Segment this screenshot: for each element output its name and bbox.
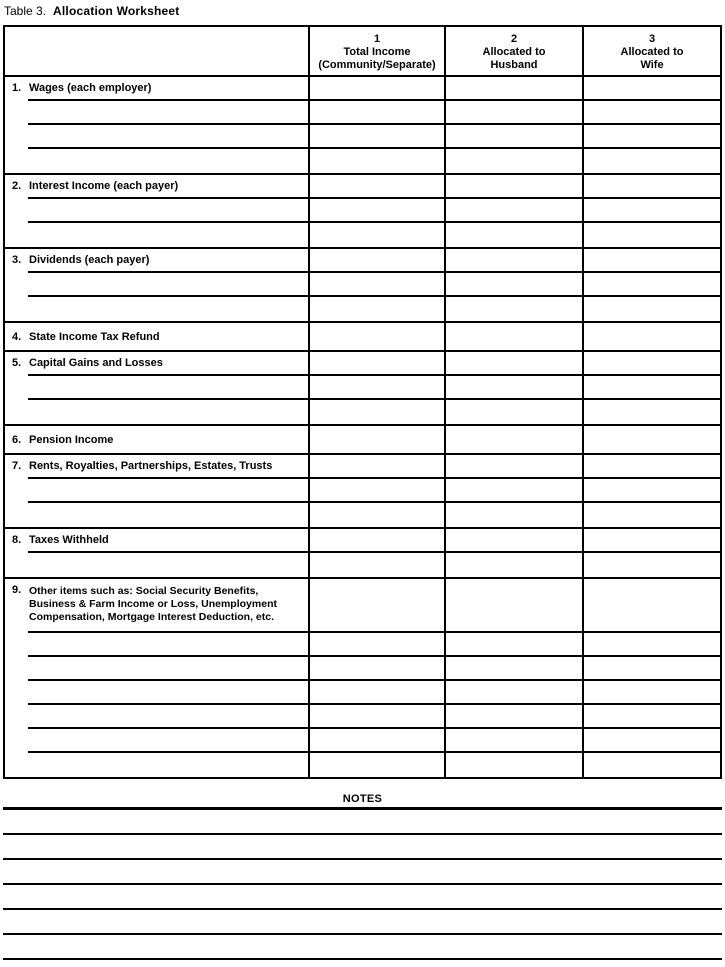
item-number: 9. [12,584,22,596]
worksheet-section-item-5 [5,352,720,426]
write-in-cell [5,553,310,577]
amount-cell-total-income [310,323,446,350]
item-number: 5. [12,357,22,369]
amount-cell-total-income [310,101,446,125]
amount-cell-allocated-to-wife [584,400,720,424]
amount-cell-allocated-to-husband [446,705,584,729]
amount-cell-total-income [310,681,446,705]
amount-cell-total-income [310,297,446,321]
notes-ruled-line [3,910,722,935]
item-label-cell [5,249,310,273]
worksheet-section-item-6 [5,426,720,455]
notes-ruled-line [3,835,722,860]
amount-cell-allocated-to-wife [584,273,720,297]
amount-cell-allocated-to-husband [446,479,584,503]
write-in-cell [5,729,310,753]
header-cell-allocated-to-wife [584,27,720,75]
header-cell-total-income [310,27,446,75]
notes-ruled-area [3,810,722,960]
amount-cell-allocated-to-wife [584,426,720,453]
blank-row [5,101,720,125]
amount-cell-allocated-to-wife [584,77,720,101]
notes-ruled-line [3,885,722,910]
item-label: Rents, Royalties, Partnerships, Estates, Trusts [29,460,273,472]
amount-cell-total-income [310,175,446,199]
amount-cell-allocated-to-wife [584,455,720,479]
table-caption [4,4,722,19]
worksheet-section-item-8 [5,529,720,579]
write-in-cell [5,705,310,729]
worksheet-section-item-3 [5,249,720,323]
amount-cell-allocated-to-husband [446,352,584,376]
blank-row [5,125,720,149]
amount-cell-total-income [310,352,446,376]
item-row [5,579,720,633]
write-in-cell [5,753,310,777]
amount-cell-allocated-to-wife [584,681,720,705]
amount-cell-allocated-to-wife [584,633,720,657]
item-row [5,352,720,376]
amount-cell-total-income [310,455,446,479]
write-in-cell [5,479,310,503]
item-label-cell [5,426,310,453]
write-in-cell [5,657,310,681]
amount-cell-allocated-to-husband [446,273,584,297]
amount-cell-allocated-to-husband [446,553,584,577]
item-label: Pension Income [29,434,114,446]
worksheet-section-item-9 [5,579,720,777]
amount-cell-total-income [310,503,446,527]
worksheet-section-item-4 [5,323,720,352]
column-number: 2 [510,33,518,45]
item-number: 1. [12,82,22,94]
column-title: Allocated to [482,46,546,58]
amount-cell-total-income [310,400,446,424]
amount-cell-allocated-to-wife [584,753,720,777]
amount-cell-total-income [310,657,446,681]
amount-cell-total-income [310,579,446,633]
item-row [5,426,720,453]
item-label-cell [5,455,310,479]
write-in-cell [5,149,310,173]
blank-row [5,479,720,503]
notes-ruled-line [3,860,722,885]
column-subtitle: Wife [640,59,664,71]
amount-cell-total-income [310,529,446,553]
amount-cell-allocated-to-wife [584,199,720,223]
item-label-cell [5,323,310,350]
column-number: 3 [648,33,656,45]
blank-row [5,503,720,527]
amount-cell-allocated-to-wife [584,503,720,527]
worksheet-section-item-2 [5,175,720,249]
amount-cell-allocated-to-husband [446,657,584,681]
write-in-cell [5,376,310,400]
item-label: State Income Tax Refund [29,331,160,343]
amount-cell-allocated-to-husband [446,529,584,553]
blank-row [5,400,720,424]
amount-cell-allocated-to-husband [446,400,584,424]
write-in-cell [5,503,310,527]
header-cell-items [5,27,310,75]
blank-row [5,223,720,247]
amount-cell-allocated-to-wife [584,479,720,503]
amount-cell-allocated-to-husband [446,633,584,657]
write-in-cell [5,400,310,424]
blank-row [5,273,720,297]
item-label: Taxes Withheld [29,534,109,546]
write-in-cell [5,681,310,705]
amount-cell-allocated-to-husband [446,681,584,705]
amount-cell-allocated-to-husband [446,753,584,777]
amount-cell-allocated-to-husband [446,455,584,479]
item-number: 3. [12,254,22,266]
notes-ruled-line [3,810,722,835]
amount-cell-allocated-to-wife [584,553,720,577]
amount-cell-allocated-to-wife [584,175,720,199]
page-title: Allocation Worksheet [53,4,180,18]
blank-row [5,376,720,400]
amount-cell-allocated-to-husband [446,199,584,223]
amount-cell-total-income [310,273,446,297]
write-in-cell [5,125,310,149]
amount-cell-total-income [310,376,446,400]
item-label: Capital Gains and Losses [29,357,163,369]
column-number: 1 [373,33,381,45]
amount-cell-total-income [310,553,446,577]
item-number: 2. [12,180,22,192]
blank-row [5,297,720,321]
notes-ruled-line [3,935,722,960]
amount-cell-allocated-to-wife [584,101,720,125]
item-row [5,323,720,350]
item-label: Wages (each employer) [29,82,152,94]
item-number: 8. [12,534,22,546]
item-label-cell [5,175,310,199]
blank-row [5,149,720,173]
item-label: Interest Income (each payer) [29,180,179,192]
item-label: Dividends (each payer) [29,254,150,266]
write-in-cell [5,101,310,125]
header-cell-allocated-to-husband [446,27,584,75]
amount-cell-total-income [310,705,446,729]
write-in-cell [5,633,310,657]
amount-cell-total-income [310,479,446,503]
amount-cell-allocated-to-wife [584,729,720,753]
amount-cell-allocated-to-wife [584,297,720,321]
amount-cell-allocated-to-wife [584,657,720,681]
item-row [5,77,720,101]
amount-cell-allocated-to-husband [446,149,584,173]
item-label-line: Compensation, Mortgage Interest Deduction, etc. [29,610,275,623]
amount-cell-allocated-to-husband [446,426,584,453]
item-label [29,584,277,633]
amount-cell-allocated-to-husband [446,323,584,350]
table-number-label: Table 3. [4,4,47,18]
amount-cell-total-income [310,426,446,453]
blank-row [5,199,720,223]
item-label-line: Business & Farm Income or Loss, Unemployment [29,597,277,610]
item-label-cell [5,529,310,553]
amount-cell-total-income [310,149,446,173]
blank-row [5,753,720,777]
item-number: 4. [12,331,22,343]
item-label-line: Other items such as: Social Security Benefits, [29,585,259,597]
amount-cell-allocated-to-wife [584,323,720,350]
notes-heading: NOTES [3,779,722,810]
worksheet-body [5,77,720,777]
item-row [5,529,720,553]
amount-cell-allocated-to-wife [584,223,720,247]
amount-cell-allocated-to-husband [446,223,584,247]
worksheet-section-item-7 [5,455,720,529]
amount-cell-total-income [310,125,446,149]
amount-cell-total-income [310,633,446,657]
amount-cell-allocated-to-husband [446,503,584,527]
column-title: Allocated to [620,46,684,58]
amount-cell-total-income [310,223,446,247]
item-number: 7. [12,460,22,472]
amount-cell-allocated-to-husband [446,125,584,149]
item-row [5,249,720,273]
table-header-row [5,27,720,77]
blank-row [5,705,720,729]
amount-cell-allocated-to-husband [446,297,584,321]
blank-row [5,633,720,657]
amount-cell-allocated-to-husband [446,729,584,753]
amount-cell-allocated-to-husband [446,77,584,101]
blank-row [5,681,720,705]
write-in-cell [5,223,310,247]
write-in-cell [5,273,310,297]
blank-row [5,657,720,681]
write-in-cell [5,297,310,321]
write-in-cell [5,199,310,223]
column-title: Total Income [343,46,411,58]
amount-cell-allocated-to-wife [584,125,720,149]
amount-cell-allocated-to-wife [584,352,720,376]
item-row [5,455,720,479]
amount-cell-allocated-to-husband [446,376,584,400]
amount-cell-total-income [310,199,446,223]
column-subtitle: Husband [490,59,538,71]
amount-cell-total-income [310,249,446,273]
amount-cell-allocated-to-husband [446,175,584,199]
item-label-cell [5,77,310,101]
amount-cell-allocated-to-wife [584,529,720,553]
amount-cell-allocated-to-husband [446,249,584,273]
item-row [5,175,720,199]
column-subtitle: (Community/Separate) [318,59,436,71]
amount-cell-allocated-to-wife [584,376,720,400]
item-number: 6. [12,434,22,446]
amount-cell-total-income [310,77,446,101]
allocation-worksheet-table [3,25,722,779]
amount-cell-allocated-to-wife [584,249,720,273]
worksheet-section-item-1 [5,77,720,175]
amount-cell-allocated-to-husband [446,101,584,125]
item-label-cell [5,579,310,633]
amount-cell-total-income [310,753,446,777]
blank-row [5,729,720,753]
item-label-cell [5,352,310,376]
amount-cell-allocated-to-husband [446,579,584,633]
amount-cell-allocated-to-wife [584,149,720,173]
amount-cell-allocated-to-wife [584,705,720,729]
amount-cell-total-income [310,729,446,753]
amount-cell-allocated-to-wife [584,579,720,633]
blank-row [5,553,720,577]
